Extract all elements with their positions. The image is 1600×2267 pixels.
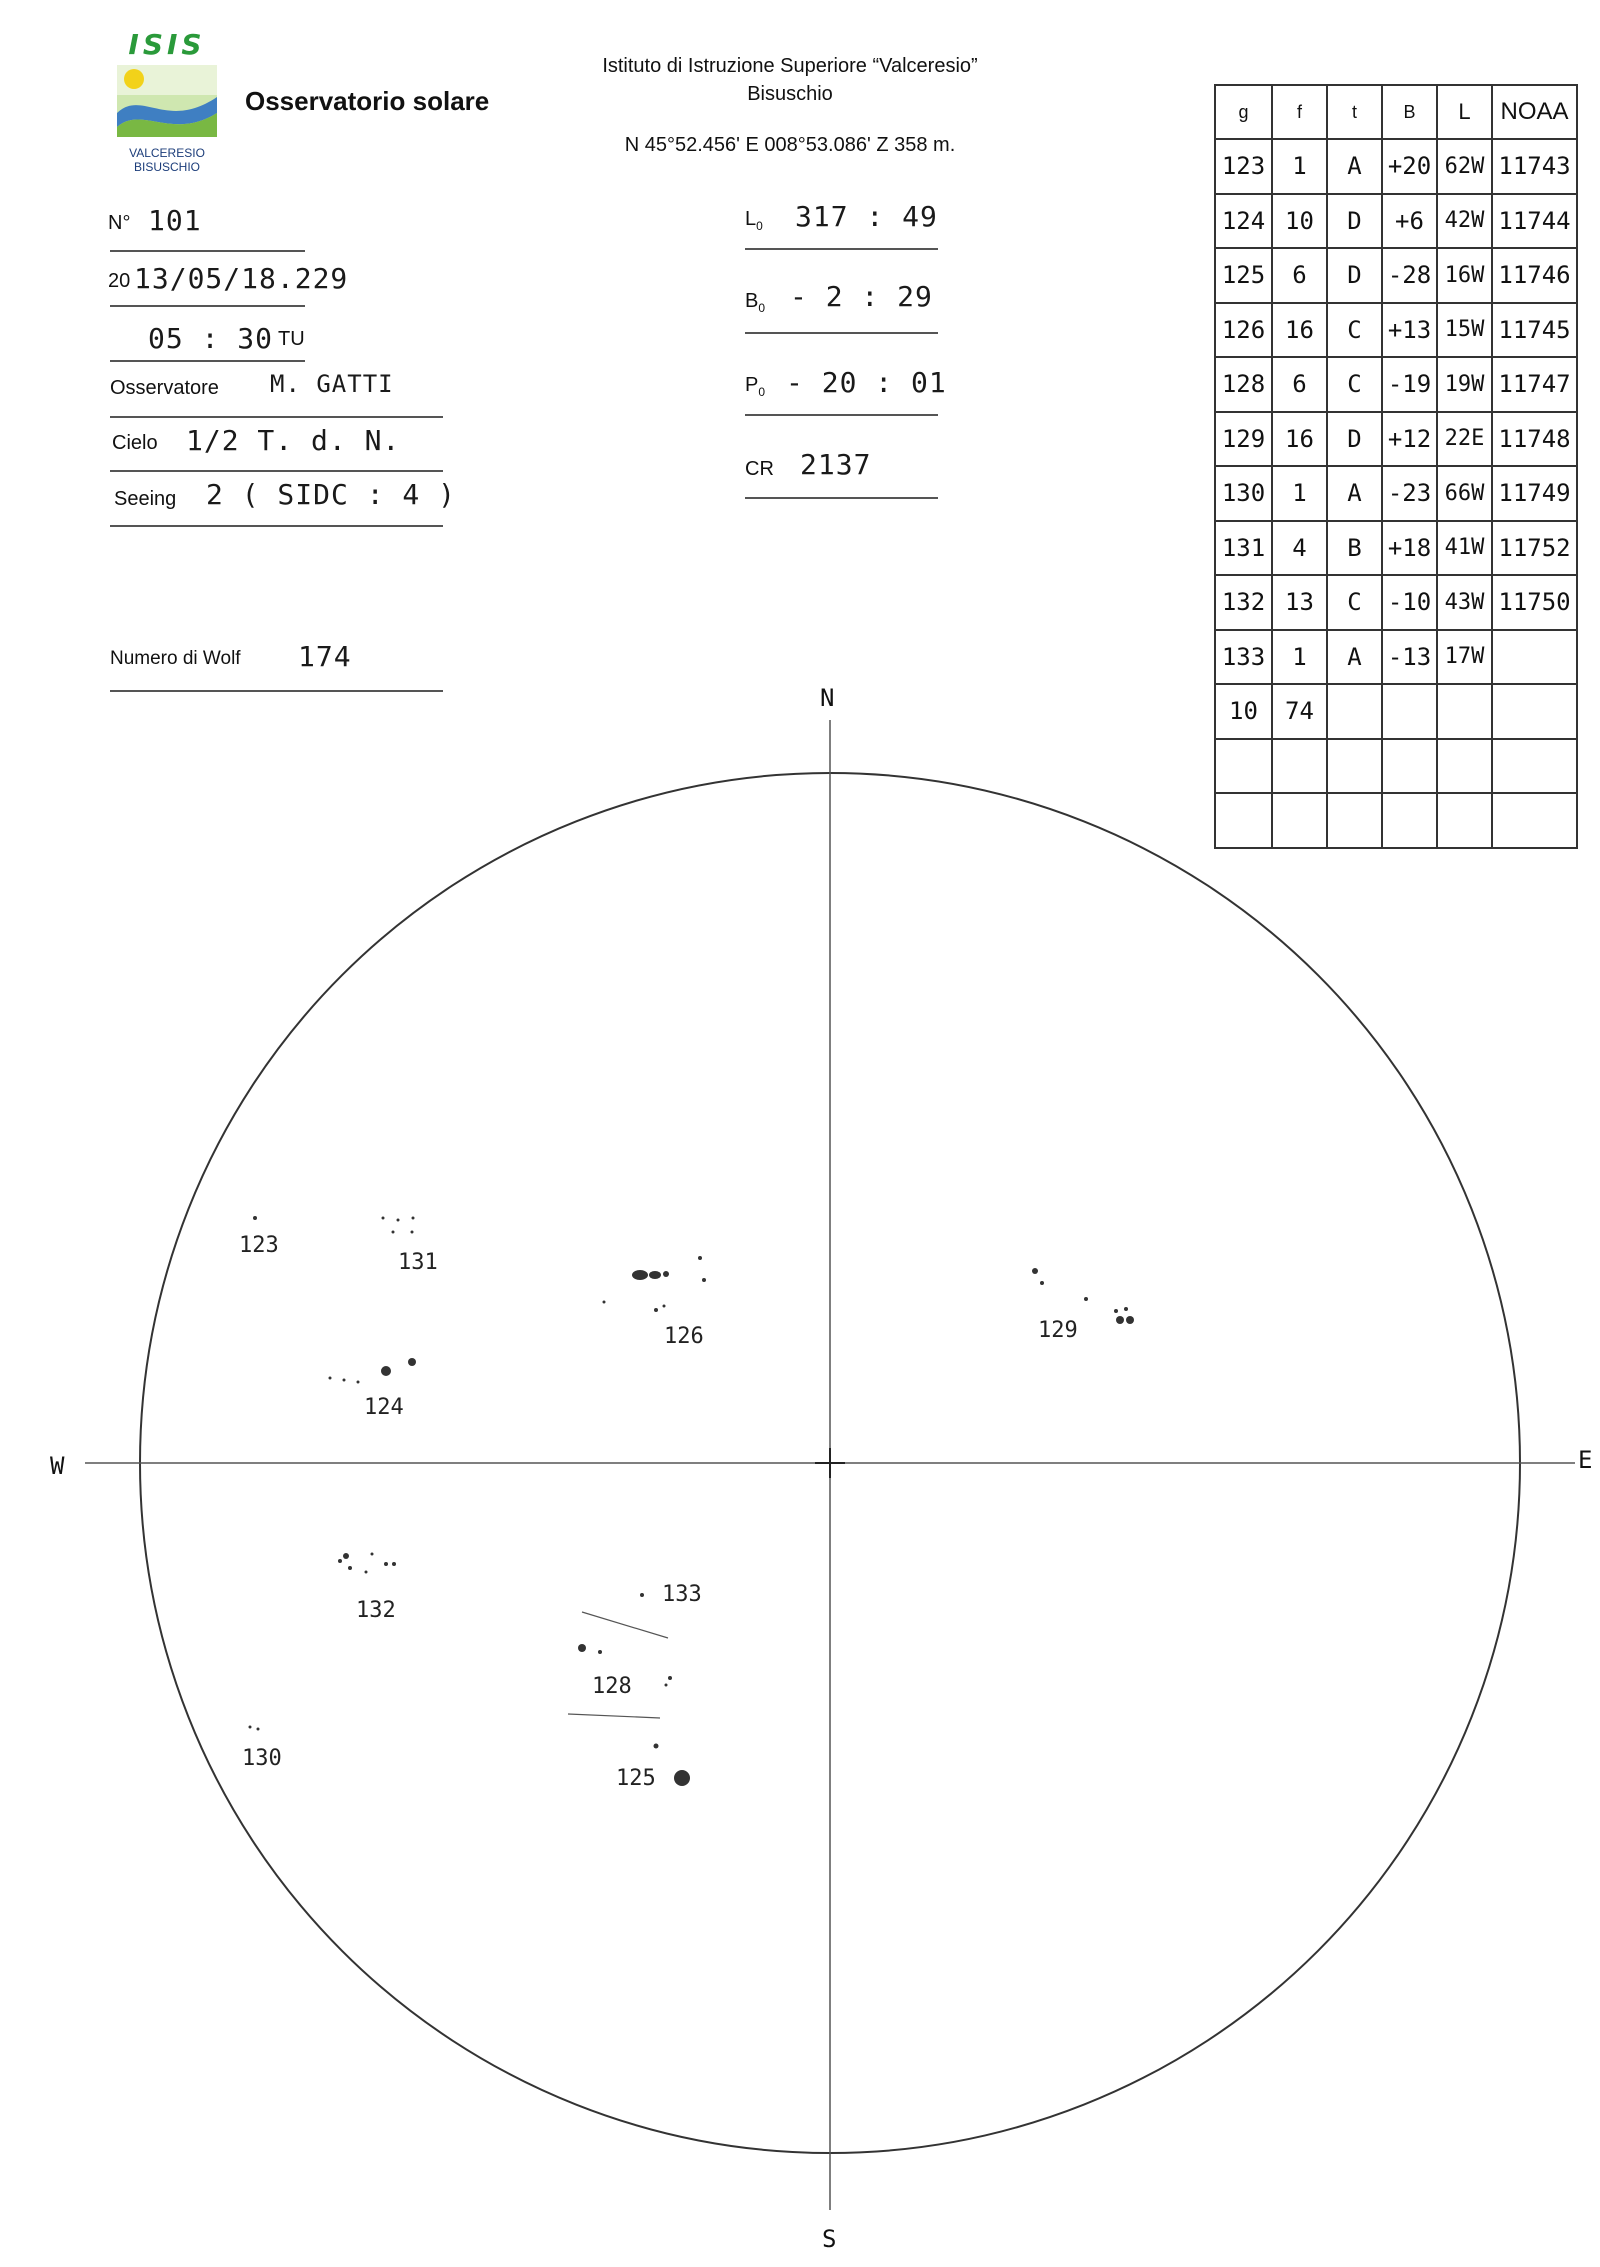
table-cell: 1 [1272,139,1327,194]
table-cell: 11752 [1492,521,1577,576]
table-cell: 11747 [1492,357,1577,412]
wolf-value: 174 [298,640,352,673]
sunspot-mark [411,1231,414,1234]
table-cell: +12 [1382,412,1437,467]
sunspot-mark [408,1358,416,1366]
table-cell: D [1327,194,1382,249]
seeing-value: 2 ( SIDC : 4 ) [206,478,457,511]
observatory-coordinates: N 45°52.456' E 008°53.086' Z 358 m. [624,134,956,156]
observer-label: Osservatore [110,377,219,399]
table-cell: 4 [1272,521,1327,576]
table-cell: A [1327,466,1382,521]
table-cell: 126 [1215,303,1272,358]
table-cell: 6 [1272,357,1327,412]
group-128-boundary-bottom [568,1714,660,1718]
sunspot-mark [392,1231,395,1234]
group-label-130: 130 [242,1746,282,1771]
table-cell: 10 [1215,684,1272,739]
table-cell: 22E [1437,412,1492,467]
logo-caption-2: BISUSCHIO [133,160,200,174]
sunspot-mark [698,1256,702,1260]
table-cell: 6 [1272,248,1327,303]
p0-label: $P_0$ [745,374,766,399]
sunspot-mark [654,1744,659,1749]
table-cell: +20 [1382,139,1437,194]
table-cell: 11746 [1492,248,1577,303]
table-cell: 15W [1437,303,1492,358]
table-cell: -10 [1382,575,1437,630]
sunspot-mark [412,1217,415,1220]
direction-east: E [1578,1446,1593,1474]
group-label-125: 125 [616,1766,656,1791]
time-unit: TU [278,328,305,350]
sunspot-mark [654,1308,658,1312]
date-prefix: 20 [108,270,131,292]
sunspot-mark [1116,1316,1124,1324]
direction-north: N [820,684,835,712]
table-cell: 19W [1437,357,1492,412]
sunspot-mark [663,1305,666,1308]
wolf-label: Numero di Wolf [110,648,241,669]
sunspot-mark [1126,1316,1134,1324]
sunspot-mark [702,1278,706,1282]
sunspot-mark [253,1216,257,1220]
number-label: N° [108,212,131,234]
table-cell: 17W [1437,630,1492,685]
sunspot-mark [674,1770,690,1786]
table-cell: 123 [1215,139,1272,194]
table-cell: 43W [1437,575,1492,630]
sunspot-mark [640,1593,644,1597]
header-l: L [1437,85,1492,139]
table-cell: C [1327,357,1382,412]
b0-label: $B_0$ [745,290,766,315]
header-f: f [1272,85,1327,139]
group-label-124: 124 [364,1395,404,1420]
b0-value: - 2 : 29 [790,280,933,313]
sunspot-mark [603,1301,606,1304]
table-cell: 125 [1215,248,1272,303]
table-cell: +18 [1382,521,1437,576]
sunspot-mark [381,1366,391,1376]
table-cell: 16 [1272,412,1327,467]
observer-value: M. GATTI [270,370,394,398]
table-cell: 124 [1215,194,1272,249]
p0-value: - 20 : 01 [786,366,947,399]
table-cell: 128 [1215,357,1272,412]
sunspot-mark [382,1217,385,1220]
cr-value: 2137 [800,448,872,481]
sunspot-mark [357,1381,360,1384]
sunspot-mark [668,1676,672,1680]
page-title: Osservatorio solare [245,86,490,116]
group-label-132: 132 [356,1598,396,1623]
institute-line-2: Bisuschio [747,83,833,105]
header-b: B [1382,85,1437,139]
table-cell: 11748 [1492,412,1577,467]
table-cell: C [1327,303,1382,358]
table-cell: 11749 [1492,466,1577,521]
table-cell: 16W [1437,248,1492,303]
date-value: 13/05/18.229 [134,262,349,295]
table-cell: 11750 [1492,575,1577,630]
group-128-boundary-top [582,1612,668,1638]
group-label-126: 126 [664,1324,704,1349]
sunspot-mark [632,1270,648,1280]
l0-value: 317 : 49 [795,200,938,233]
table-cell: -28 [1382,248,1437,303]
sky-value: 1/2 T. d. N. [186,424,401,457]
table-cell: +13 [1382,303,1437,358]
group-label-131: 131 [398,1250,438,1275]
table-cell: 13 [1272,575,1327,630]
sunspot-mark [338,1559,342,1563]
table-cell: 1 [1272,630,1327,685]
sunspot-mark [343,1379,346,1382]
table-cell: A [1327,630,1382,685]
time-value: 05 : 30 [148,322,274,355]
table-cell: 16 [1272,303,1327,358]
sunspot-mark [365,1571,368,1574]
logo-caption-1: VALCERESIO [129,146,205,160]
table-cell: 132 [1215,575,1272,630]
table-cell: B [1327,521,1382,576]
sunspot-mark [665,1684,668,1687]
group-label-123: 123 [239,1233,279,1258]
sky-label: Cielo [112,432,158,454]
sunspot-mark [384,1562,388,1566]
l0-label: $L_0$ [745,208,763,233]
sunspot-mark [1124,1307,1128,1311]
sunspot-mark [1084,1297,1088,1301]
table-cell: D [1327,412,1382,467]
number-value: 101 [148,204,202,237]
table-cell: 131 [1215,521,1272,576]
header-noaa: NOAA [1492,85,1577,139]
group-label-128: 128 [592,1674,632,1699]
sunspot-mark [371,1553,374,1556]
table-cell: -19 [1382,357,1437,412]
table-cell: 11743 [1492,139,1577,194]
table-cell: 11744 [1492,194,1577,249]
logo-wordmark: ISIS [128,28,206,61]
sunspot-mark [329,1377,332,1380]
sunspot-mark [1114,1309,1118,1313]
header-t: t [1327,85,1382,139]
table-cell: 74 [1272,684,1327,739]
institute-line-1: Istituto di Istruzione Superiore “Valceresio” [602,55,978,77]
table-cell: 11745 [1492,303,1577,358]
header-g: g [1215,85,1272,139]
table-cell: 133 [1215,630,1272,685]
table-cell: D [1327,248,1382,303]
table-cell: C [1327,575,1382,630]
table-cell: A [1327,139,1382,194]
group-label-133: 133 [662,1582,702,1607]
table-cell: 62W [1437,139,1492,194]
sunspot-mark [397,1219,400,1222]
sunspot-mark [392,1562,396,1566]
table-cell: +6 [1382,194,1437,249]
sunspot-mark [1032,1268,1038,1274]
table-cell: -13 [1382,630,1437,685]
direction-south: S [822,2225,837,2253]
table-cell: 1 [1272,466,1327,521]
sunspot-mark [249,1726,252,1729]
table-cell: 42W [1437,194,1492,249]
sunspot-mark [348,1566,352,1570]
sunspot-mark [1040,1281,1044,1285]
sunspots [249,1216,1135,1786]
table-cell: -23 [1382,466,1437,521]
table-cell: 66W [1437,466,1492,521]
sunspot-mark [649,1271,661,1279]
cr-label: CR [745,458,774,480]
table-cell: 10 [1272,194,1327,249]
sunspot-mark [343,1553,349,1559]
sunspot-mark [598,1650,602,1654]
sunspot-mark [663,1271,669,1277]
group-label-129: 129 [1038,1318,1078,1343]
table-cell: 130 [1215,466,1272,521]
table-cell: 41W [1437,521,1492,576]
direction-west: W [50,1452,65,1480]
table-cell: 129 [1215,412,1272,467]
sunspot-mark [257,1728,260,1731]
seeing-label: Seeing [114,488,177,510]
sunspot-mark [578,1644,586,1652]
